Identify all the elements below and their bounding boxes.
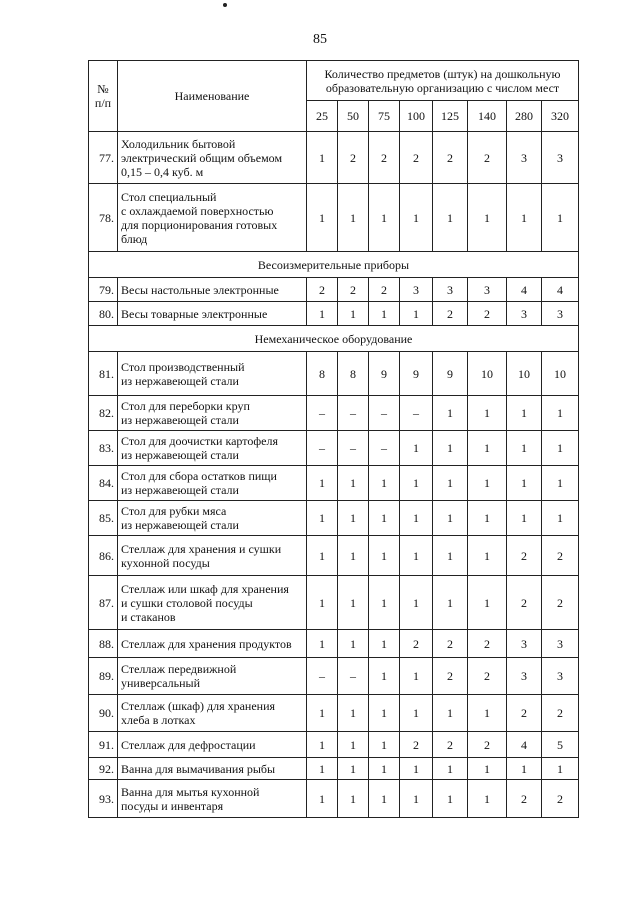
quantity-cell: – — [369, 396, 400, 431]
quantity-cell: 1 — [433, 501, 468, 536]
item-name: Холодильник бытовой электрический общим объемом 0,15 – 0,4 куб. м — [118, 132, 307, 184]
quantity-cell: 10 — [542, 352, 579, 396]
row-number: 91. — [89, 732, 118, 758]
quantity-cell: 1 — [400, 658, 433, 695]
quantity-cell: 3 — [542, 302, 579, 326]
quantity-cell: 2 — [507, 576, 542, 630]
quantity-cell: 1 — [307, 132, 338, 184]
quantity-cell: 1 — [338, 630, 369, 658]
quantity-cell: 1 — [338, 302, 369, 326]
quantity-cell: 2 — [369, 132, 400, 184]
quantity-cell: 1 — [433, 396, 468, 431]
quantity-cell: 2 — [542, 780, 579, 818]
quantity-cell: 1 — [433, 695, 468, 732]
item-name: Стеллаж для хранения продуктов — [118, 630, 307, 658]
section-title: Весоизмерительные приборы — [89, 252, 579, 278]
quantity-cell: 1 — [400, 576, 433, 630]
quantity-cell: 3 — [468, 278, 507, 302]
capacity-header-cell: 100 — [400, 101, 433, 132]
table-header-row — [89, 61, 579, 101]
quantity-cell: 3 — [507, 132, 542, 184]
quantity-cell: 3 — [507, 630, 542, 658]
quantity-cell: 1 — [468, 501, 507, 536]
item-name: Стеллаж для хранения и сушки кухонной посуды — [118, 536, 307, 576]
quantity-cell: 1 — [338, 732, 369, 758]
table-row — [89, 431, 579, 466]
quantity-cell: – — [369, 431, 400, 466]
quantity-cell: 1 — [433, 466, 468, 501]
quantity-cell: 1 — [400, 184, 433, 252]
quantity-cell: – — [307, 396, 338, 431]
quantity-cell: 1 — [338, 536, 369, 576]
quantity-cell: 2 — [400, 630, 433, 658]
quantity-cell: 1 — [369, 758, 400, 780]
table-row — [89, 732, 579, 758]
quantity-cell: 1 — [433, 758, 468, 780]
column-header-quantity: Количество предметов (штук) на дошкольную образовательную организацию с числом мест — [307, 61, 579, 101]
quantity-cell: 1 — [433, 576, 468, 630]
quantity-cell: 1 — [542, 396, 579, 431]
item-name: Стеллаж для дефростации — [118, 732, 307, 758]
quantity-cell: 2 — [433, 732, 468, 758]
quantity-cell: 4 — [507, 278, 542, 302]
quantity-cell: 1 — [507, 396, 542, 431]
quantity-cell: 1 — [307, 184, 338, 252]
item-name: Стол для переборки круп из нержавеющей стали — [118, 396, 307, 431]
quantity-cell: 2 — [507, 695, 542, 732]
quantity-cell: 1 — [468, 466, 507, 501]
quantity-cell: 1 — [369, 184, 400, 252]
quantity-cell: 2 — [433, 630, 468, 658]
quantity-cell: 1 — [307, 501, 338, 536]
quantity-cell: 1 — [338, 184, 369, 252]
quantity-cell: 1 — [307, 780, 338, 818]
table-row — [89, 658, 579, 695]
quantity-cell: 1 — [468, 780, 507, 818]
quantity-cell: 1 — [542, 501, 579, 536]
row-number: 84. — [89, 466, 118, 501]
item-name: Стеллаж передвижной универсальный — [118, 658, 307, 695]
quantity-cell: 1 — [338, 695, 369, 732]
row-number: 80. — [89, 302, 118, 326]
quantity-cell: 3 — [542, 132, 579, 184]
row-number: 89. — [89, 658, 118, 695]
quantity-cell: 2 — [468, 630, 507, 658]
quantity-cell: 2 — [468, 302, 507, 326]
quantity-cell: 1 — [433, 431, 468, 466]
quantity-cell: 1 — [369, 695, 400, 732]
quantity-cell: 1 — [507, 501, 542, 536]
capacity-header-cell: 25 — [307, 101, 338, 132]
quantity-cell: 4 — [507, 732, 542, 758]
item-name: Стол для сбора остатков пищи из нержавеющей стали — [118, 466, 307, 501]
section-title: Немеханическое оборудование — [89, 326, 579, 352]
row-number: 88. — [89, 630, 118, 658]
quantity-cell: 2 — [468, 732, 507, 758]
quantity-cell: 2 — [468, 658, 507, 695]
quantity-cell: 1 — [369, 536, 400, 576]
quantity-cell: 1 — [468, 184, 507, 252]
quantity-cell: 3 — [507, 302, 542, 326]
row-number: 92. — [89, 758, 118, 780]
quantity-cell: 2 — [307, 278, 338, 302]
item-name: Весы товарные электронные — [118, 302, 307, 326]
row-number: 85. — [89, 501, 118, 536]
quantity-cell: 2 — [433, 132, 468, 184]
quantity-cell: 9 — [369, 352, 400, 396]
table-row — [89, 576, 579, 630]
column-header-number — [89, 61, 118, 132]
table-row — [89, 352, 579, 396]
item-name: Стеллаж (шкаф) для хранения хлеба в лотках — [118, 695, 307, 732]
quantity-cell: 1 — [307, 576, 338, 630]
table-row — [89, 536, 579, 576]
quantity-cell: – — [338, 658, 369, 695]
quantity-cell: 1 — [369, 732, 400, 758]
quantity-cell: 1 — [507, 184, 542, 252]
row-number: 82. — [89, 396, 118, 431]
quantity-cell: 1 — [433, 780, 468, 818]
quantity-cell: 1 — [369, 630, 400, 658]
item-name: Стол производственный из нержавеющей стали — [118, 352, 307, 396]
quantity-cell: 1 — [307, 536, 338, 576]
row-number: 93. — [89, 780, 118, 818]
quantity-cell: 1 — [307, 630, 338, 658]
section-row — [89, 326, 579, 352]
quantity-cell: 1 — [338, 780, 369, 818]
quantity-cell: 3 — [542, 658, 579, 695]
table-body — [89, 132, 579, 818]
row-number: 77. — [89, 132, 118, 184]
quantity-cell: 1 — [507, 466, 542, 501]
capacity-header-cell: 140 — [468, 101, 507, 132]
table-row — [89, 466, 579, 501]
table-row — [89, 132, 579, 184]
quantity-cell: 1 — [400, 780, 433, 818]
quantity-cell: – — [307, 658, 338, 695]
row-number: 81. — [89, 352, 118, 396]
quantity-cell: 1 — [307, 732, 338, 758]
quantity-cell: 9 — [400, 352, 433, 396]
quantity-cell: 3 — [433, 278, 468, 302]
quantity-cell: 2 — [400, 132, 433, 184]
table-row — [89, 695, 579, 732]
quantity-cell: 1 — [542, 431, 579, 466]
quantity-cell: 1 — [369, 576, 400, 630]
quantity-cell: – — [338, 431, 369, 466]
quantity-cell: 5 — [542, 732, 579, 758]
quantity-cell: 3 — [400, 278, 433, 302]
quantity-cell: 2 — [433, 302, 468, 326]
quantity-cell: 1 — [338, 576, 369, 630]
item-name: Стеллаж или шкаф для хранения и сушки столовой посуды и стаканов — [118, 576, 307, 630]
item-name: Стол специальный с охлаждаемой поверхностью для порционирования готовых блюд — [118, 184, 307, 252]
quantity-cell: 2 — [433, 658, 468, 695]
quantity-cell: 1 — [468, 695, 507, 732]
row-number: 90. — [89, 695, 118, 732]
quantity-cell: 1 — [307, 302, 338, 326]
quantity-cell: 1 — [468, 396, 507, 431]
table-row — [89, 184, 579, 252]
quantity-cell: 1 — [307, 695, 338, 732]
quantity-cell: 10 — [507, 352, 542, 396]
quantity-cell: 1 — [468, 758, 507, 780]
quantity-cell: – — [338, 396, 369, 431]
quantity-cell: 2 — [507, 780, 542, 818]
column-header-name: Наименование — [118, 61, 307, 132]
scan-dot-mark — [223, 3, 227, 7]
table-row — [89, 780, 579, 818]
quantity-cell: 10 — [468, 352, 507, 396]
page-number: 85 — [313, 32, 327, 47]
capacity-header-cell: 75 — [369, 101, 400, 132]
quantity-cell: 3 — [507, 658, 542, 695]
quantity-cell: 8 — [338, 352, 369, 396]
item-name: Стол для рубки мяса из нержавеющей стали — [118, 501, 307, 536]
quantity-cell: 1 — [338, 501, 369, 536]
quantity-cell: 4 — [542, 278, 579, 302]
quantity-cell: 8 — [307, 352, 338, 396]
quantity-cell: 1 — [400, 466, 433, 501]
quantity-cell: 2 — [338, 132, 369, 184]
quantity-cell: 1 — [338, 466, 369, 501]
item-name: Ванна для вымачивания рыбы — [118, 758, 307, 780]
quantity-cell: 2 — [542, 695, 579, 732]
capacity-header-cell: 125 — [433, 101, 468, 132]
quantity-cell: 3 — [542, 630, 579, 658]
quantity-cell: 1 — [369, 501, 400, 536]
quantity-cell: 1 — [542, 184, 579, 252]
quantity-cell: 2 — [369, 278, 400, 302]
equipment-table — [88, 60, 579, 818]
quantity-cell: 1 — [400, 501, 433, 536]
quantity-cell: 1 — [468, 536, 507, 576]
table-row — [89, 501, 579, 536]
row-number: 79. — [89, 278, 118, 302]
quantity-cell: 1 — [400, 536, 433, 576]
quantity-cell: 1 — [369, 302, 400, 326]
table-row — [89, 630, 579, 658]
quantity-cell: 1 — [369, 466, 400, 501]
table-row — [89, 278, 579, 302]
quantity-cell: 1 — [542, 758, 579, 780]
quantity-cell: 1 — [307, 758, 338, 780]
capacity-header-cell: 280 — [507, 101, 542, 132]
quantity-cell: 1 — [338, 758, 369, 780]
quantity-cell: – — [400, 396, 433, 431]
quantity-cell: 1 — [507, 758, 542, 780]
quantity-cell: 2 — [338, 278, 369, 302]
row-number: 78. — [89, 184, 118, 252]
quantity-cell: 2 — [507, 536, 542, 576]
item-name: Ванна для мытья кухонной посуды и инвентаря — [118, 780, 307, 818]
row-number: 87. — [89, 576, 118, 630]
quantity-cell: 1 — [369, 658, 400, 695]
quantity-cell: 2 — [542, 576, 579, 630]
quantity-cell: 1 — [400, 302, 433, 326]
quantity-cell: 1 — [468, 576, 507, 630]
quantity-cell: 1 — [433, 184, 468, 252]
quantity-cell: 1 — [468, 431, 507, 466]
quantity-cell: – — [307, 431, 338, 466]
quantity-cell: 2 — [400, 732, 433, 758]
quantity-cell: 1 — [400, 758, 433, 780]
quantity-cell: 2 — [542, 536, 579, 576]
item-name: Весы настольные электронные — [118, 278, 307, 302]
table-row — [89, 758, 579, 780]
quantity-cell: 9 — [433, 352, 468, 396]
quantity-cell: 1 — [400, 695, 433, 732]
quantity-cell: 1 — [433, 536, 468, 576]
table-row — [89, 396, 579, 431]
row-number: 86. — [89, 536, 118, 576]
quantity-cell: 1 — [307, 466, 338, 501]
row-number: 83. — [89, 431, 118, 466]
table-row — [89, 302, 579, 326]
quantity-cell: 1 — [400, 431, 433, 466]
quantity-cell: 1 — [542, 466, 579, 501]
capacity-header-cell: 50 — [338, 101, 369, 132]
quantity-cell: 1 — [369, 780, 400, 818]
capacity-header-cell: 320 — [542, 101, 579, 132]
quantity-cell: 2 — [468, 132, 507, 184]
section-row — [89, 252, 579, 278]
number-header-label: № п/п — [94, 82, 112, 110]
item-name: Стол для доочистки картофеля из нержавеющей стали — [118, 431, 307, 466]
quantity-cell: 1 — [507, 431, 542, 466]
